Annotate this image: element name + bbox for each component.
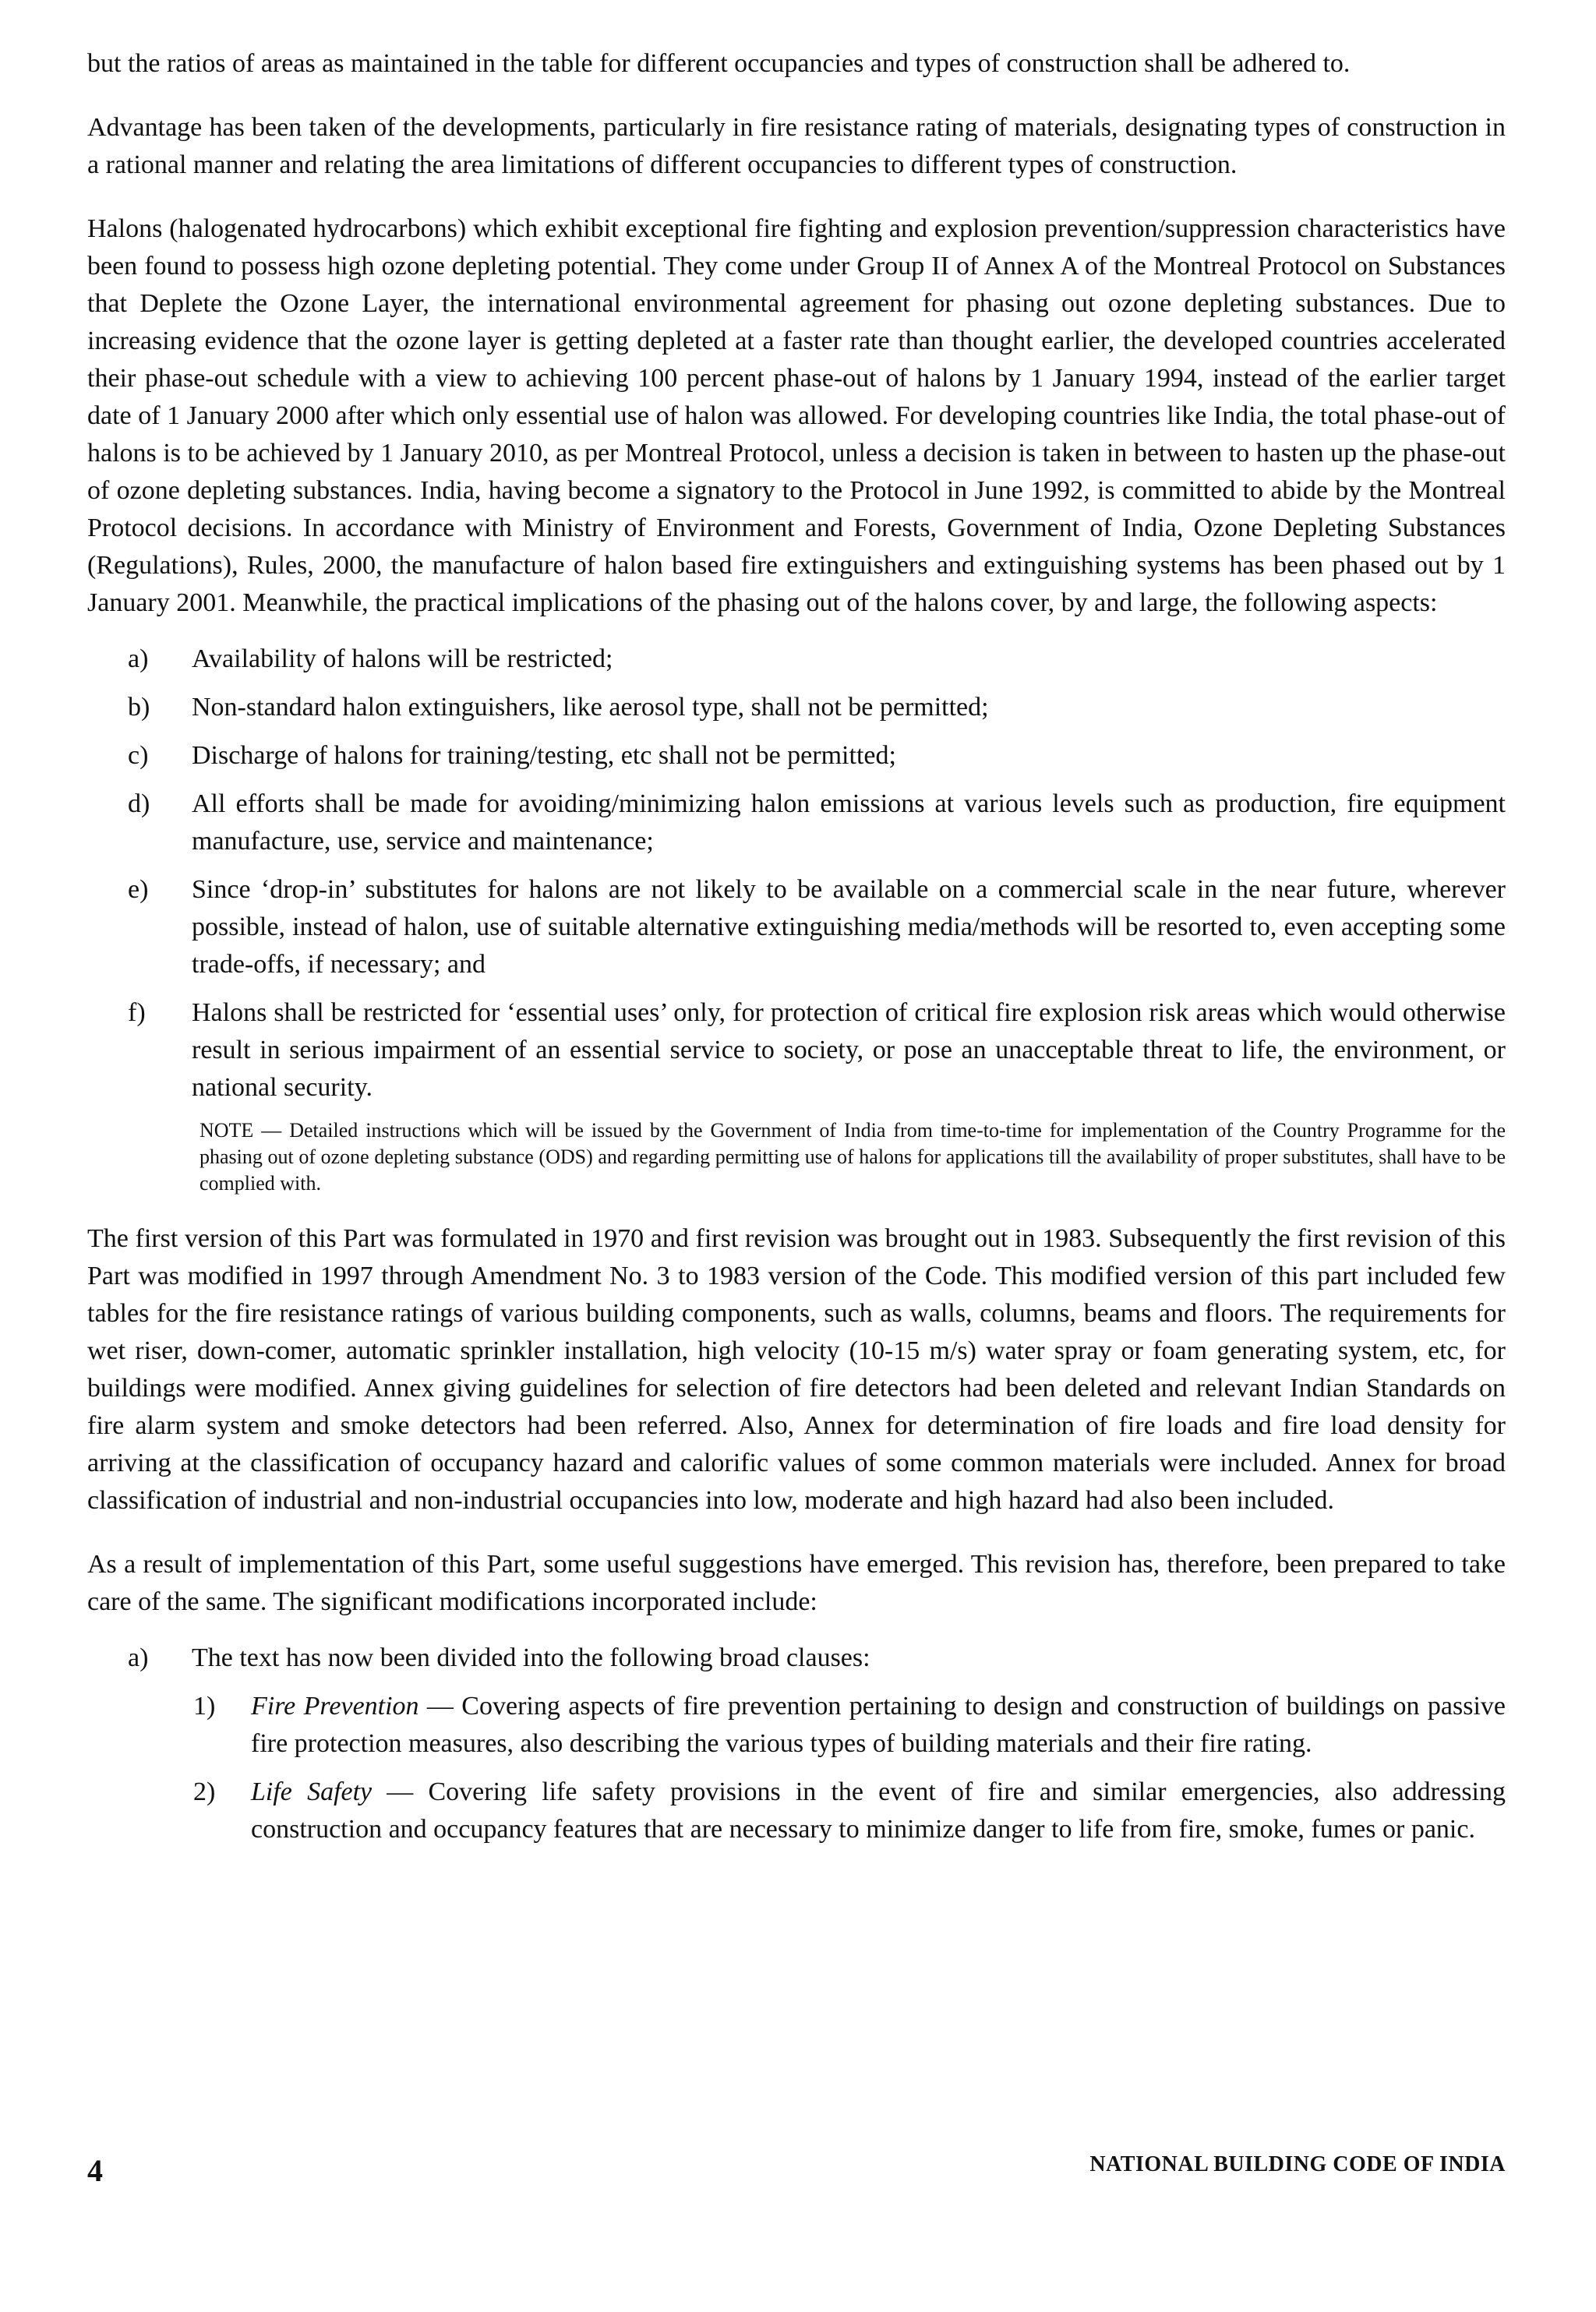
list-item-text: The text has now been divided into the following broad clauses: — [192, 1643, 870, 1672]
clause-text — [251, 1774, 1506, 1848]
list-item — [87, 785, 1506, 860]
clause-term: Life Safety — [251, 1777, 373, 1806]
clauses-sublist — [87, 1688, 1506, 1848]
paragraph-halons: Halons (halogenated hydrocarbons) which exhibit exceptional fire fighting and explosion prevention/suppression characteristics have been found to possess high ozone depleting potential. They come under Group II of Annex A of the Montreal Protocol on Substances that Deplete the Ozone Layer, the international environmental agreement for phasing out ozone depleting substances. Due to increasing evidence that the ozone layer is getting depleted at a faster rate than thought earlier, the developed countries accelerated their phase-out schedule with a view to achieving 100 percent phase-out of halons by 1 January 1994, instead of the earlier target date of 1 January 2000 after which only essential use of halon was allowed. For developing countries like India, the total phase-out of halons is to be achieved by 1 January 2010, as per Montreal Protocol, unless a decision is taken in between to hasten up the phase-out of ozone depleting substances. India, having become a signatory to the Protocol in June 1992, is committed to abide by the Montreal Protocol decisions. In accordance with Ministry of Environment and Forests, Government of India, Ozone Depleting Substances (Regulations), Rules, 2000, the manufacture of halon based fire extinguishers and extinguishing systems has been phased out by 1 January 2001. Meanwhile, the practical implications of the phasing out of the halons cover, by and large, the following aspects: — [87, 214, 1506, 617]
paragraph-area-ratios: but the ratios of areas as maintained in the table for different occupancies and types of construction shall be adhered to. — [87, 49, 1351, 78]
clause-term: Fire Prevention — [251, 1692, 419, 1721]
clause-description: — Covering life safety provisions in the event of fire and similar emergencies, also addressing construction and occupancy features that are necessary to minimize danger to life from fire, smoke, fumes or panic. — [251, 1777, 1506, 1844]
list-item-label: d) — [128, 789, 150, 818]
clause-label: 2) — [193, 1777, 216, 1806]
paragraph-developments: Advantage has been taken of the developments, particularly in fire resistance rating of materials, designating types of construction in a rational manner and relating the area limitations of different occupancies to different types of construction. — [87, 113, 1506, 179]
list-item — [87, 1640, 1506, 1677]
list-item — [87, 737, 1506, 775]
list-item — [87, 994, 1506, 1107]
note: NOTE — Detailed instructions which will be issued by the Government of India from time-to-time for implementation of the Country Programme for the phasing out of ozone depleting substance (ODS) and regarding permitting use of halons for applications till the availability of proper substitutes, shall have to be complied with. — [200, 1119, 1506, 1195]
footer-title: NATIONAL BUILDING CODE OF INDIA — [1089, 2152, 1506, 2176]
list-item — [87, 641, 1506, 678]
list-item — [87, 689, 1506, 726]
clause-item — [87, 1774, 1506, 1848]
clause-label: 1) — [193, 1692, 216, 1721]
list-item — [87, 871, 1506, 983]
clause-item — [87, 1688, 1506, 1763]
list-item-text: Since ‘drop-in’ substitutes for halons are not likely to be available on a commercial scale in the near future, wherever possible, instead of halon, use of suitable alternative extinguishing media/methods will be resorted to, even accepting some trade-offs, if necessary; and — [192, 875, 1506, 979]
list-item-text: All efforts shall be made for avoiding/minimizing halon emissions at various levels such as production, fire equipment manufacture, use, service and maintenance; — [192, 789, 1506, 856]
page-number: 4 — [87, 2153, 103, 2188]
list-item-label: a) — [128, 1643, 149, 1672]
modifications-list — [87, 1640, 1506, 1848]
list-item-text: Non-standard halon extinguishers, like aerosol type, shall not be permitted; — [192, 693, 989, 722]
page-footer — [87, 2152, 1506, 2189]
list-item-text: Discharge of halons for training/testing, etc shall not be permitted; — [192, 741, 896, 770]
list-item-text: Availability of halons will be restricted; — [192, 644, 613, 673]
clause-description: — Covering aspects of fire prevention pertaining to design and construction of buildings on passive fire protection measures, also describing the various types of building materials and their fire rating. — [251, 1692, 1506, 1758]
document-body — [87, 45, 1506, 1859]
paragraph-revision: As a result of implementation of this Part, some useful suggestions have emerged. This revision has, therefore, been prepared to take care of the same. The significant modifications incorporated include: — [87, 1550, 1506, 1616]
list-item-label: c) — [128, 741, 149, 770]
halon-aspects-list — [87, 641, 1506, 1107]
paragraph-history: The first version of this Part was formulated in 1970 and first revision was brought out in 1983. Subsequently the first revision of this Part was modified in 1997 through Amendment No. 3 to 1983 version of the Code. This modified version of this part included few tables for the fire resistance ratings of various building components, such as walls, columns, beams and floors. The requirements for wet riser, down-comer, automatic sprinkler installation, high velocity (10-15 m/s) water spray or foam generating system, etc, for buildings were modified. Annex giving guidelines for selection of fire detectors had been deleted and relevant Indian Standards on fire alarm system and smoke detectors had been referred. Also, Annex for determination of fire loads and fire load density for arriving at the classification of occupancy hazard and calorific values of some common materials were included. Annex for broad classification of industrial and non-industrial occupancies into low, moderate and high hazard had also been included. — [87, 1224, 1506, 1515]
list-item-text: Halons shall be restricted for ‘essential uses’ only, for protection of critical fire explosion risk areas which would otherwise result in serious impairment of an essential service to society, or pose an unacceptable threat to life, the environment, or national security. — [192, 998, 1506, 1102]
list-item-label: a) — [128, 644, 149, 673]
list-item-label: e) — [128, 875, 149, 904]
list-item-label: b) — [128, 693, 150, 722]
clause-text — [251, 1688, 1506, 1763]
list-item-label: f) — [128, 998, 146, 1027]
